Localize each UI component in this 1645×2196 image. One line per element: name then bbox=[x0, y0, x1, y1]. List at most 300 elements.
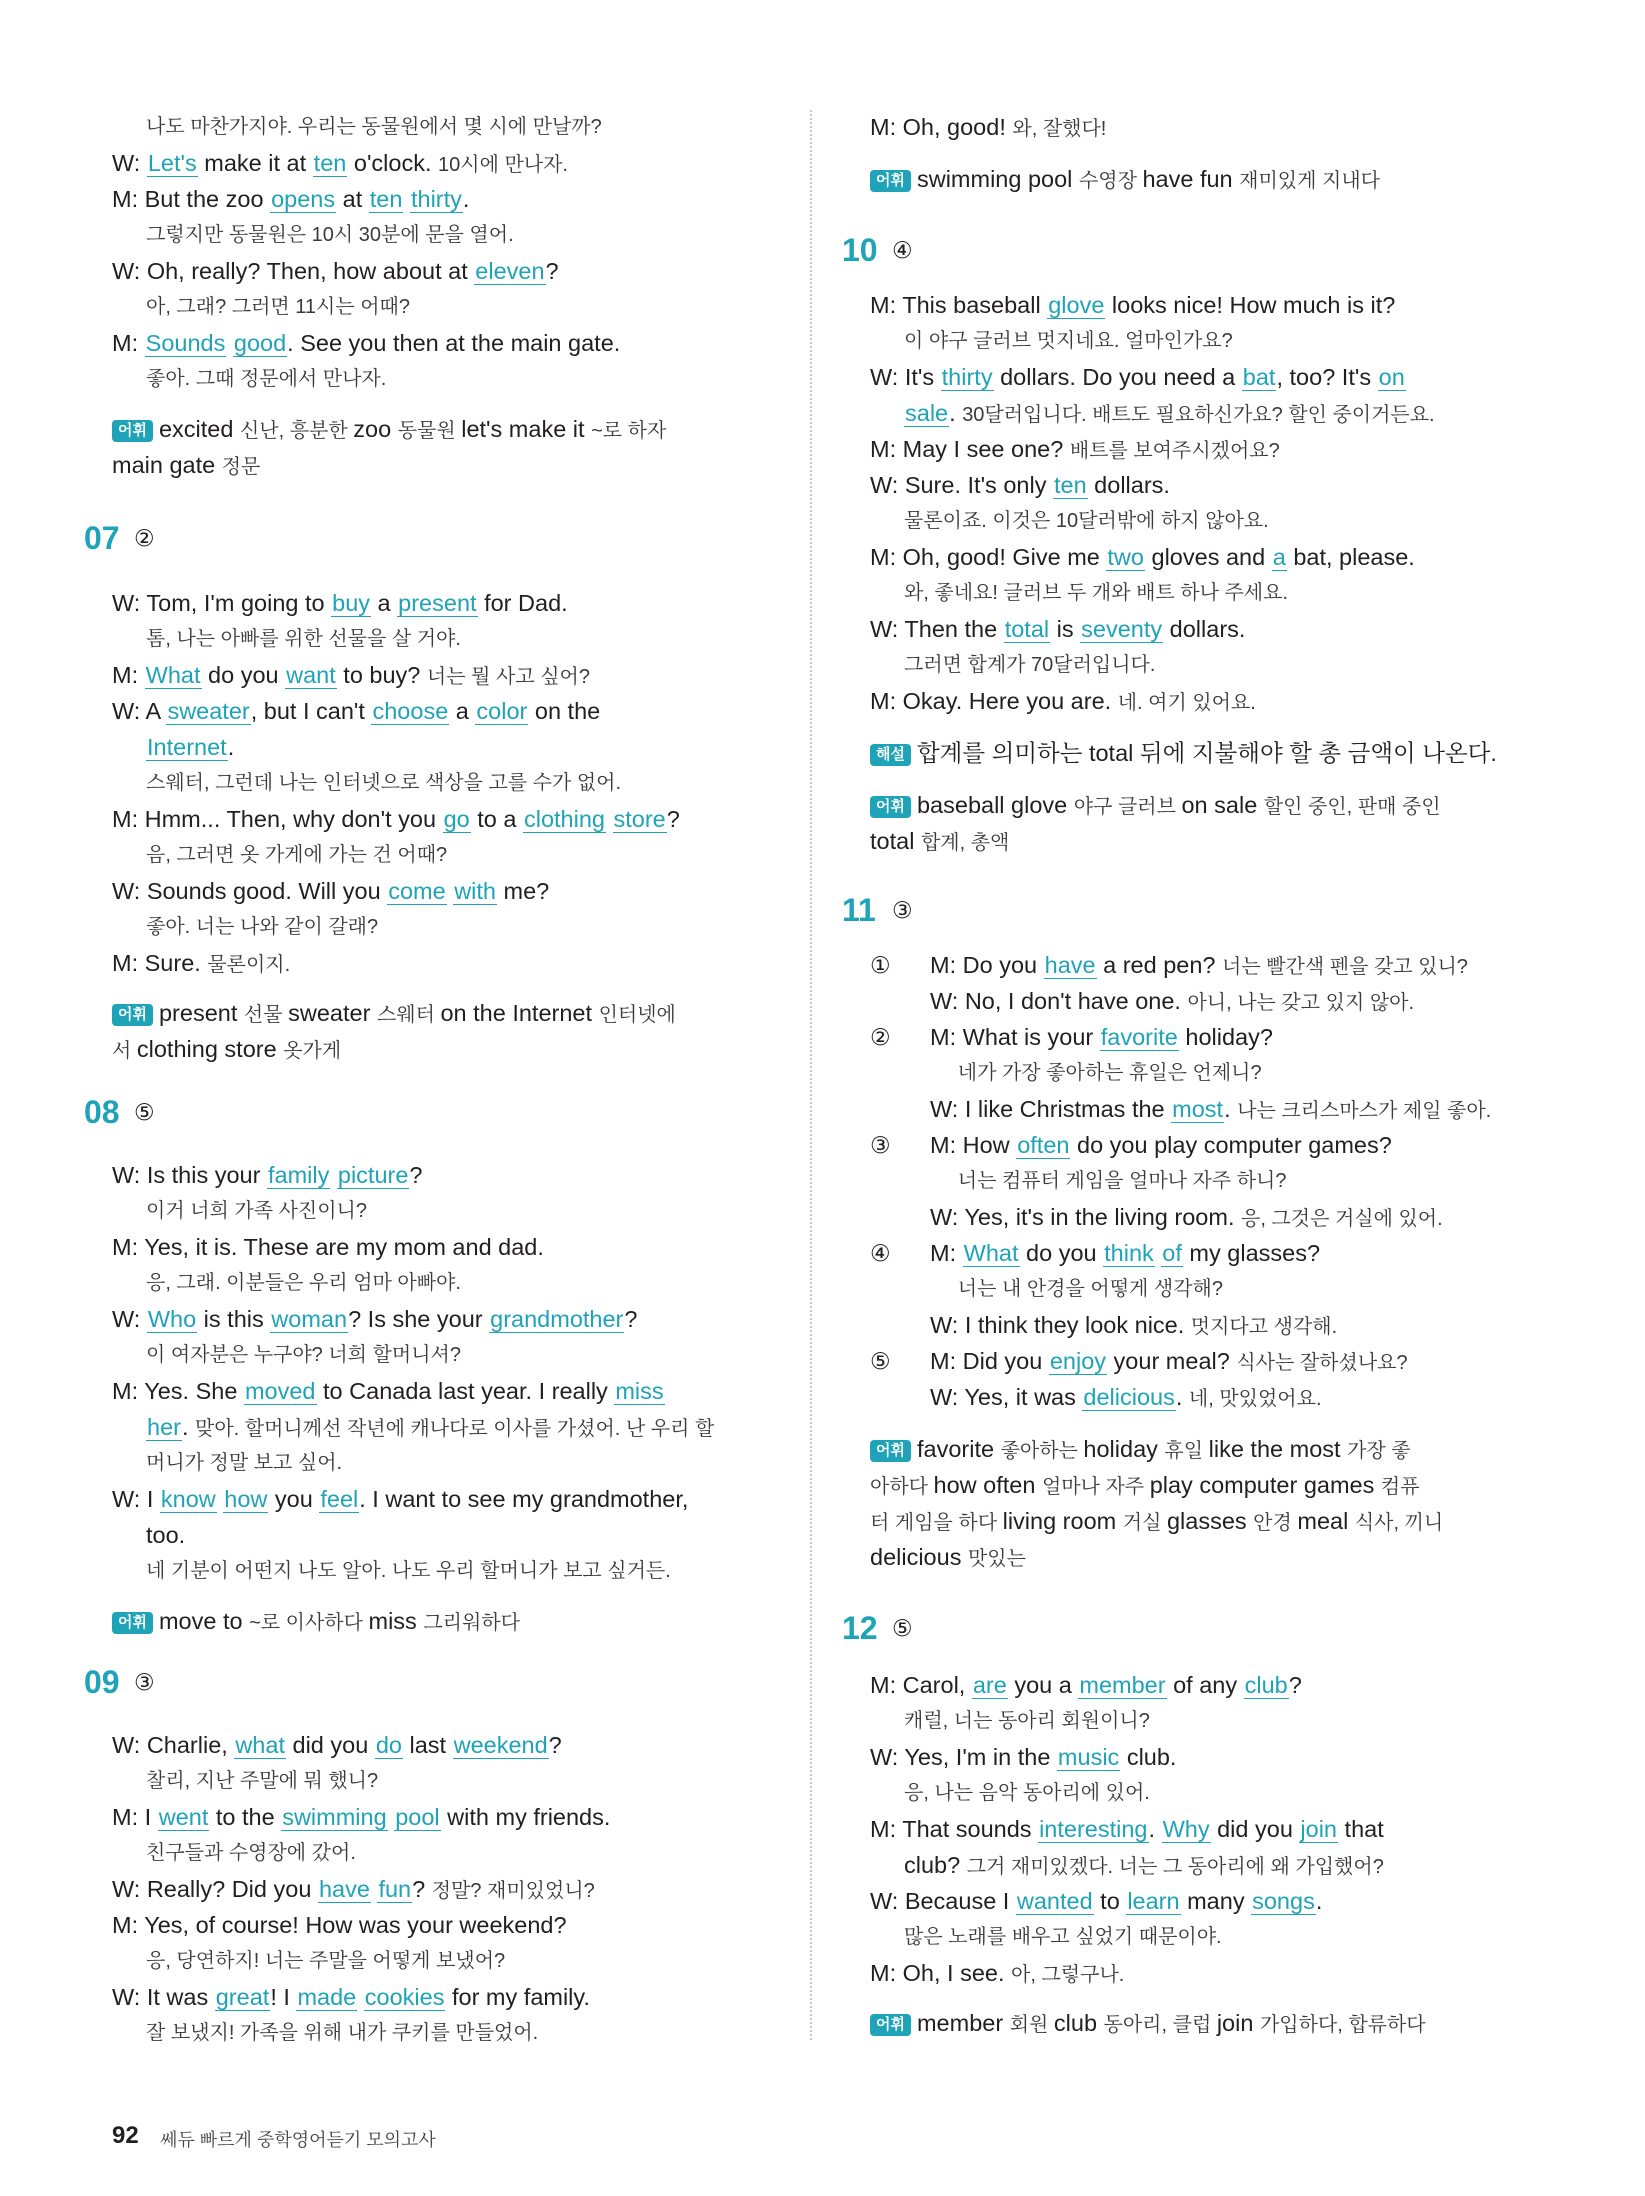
text-segment: excited bbox=[158, 416, 240, 442]
text-segment: miss bbox=[368, 1608, 424, 1634]
text-segment: W: bbox=[112, 1306, 147, 1332]
text-segment: 좋아. 그때 정문에서 만나자. bbox=[146, 368, 387, 390]
text-segment: W: Is this your bbox=[112, 1162, 267, 1188]
text-segment: . I want to see my grandmother, bbox=[359, 1486, 689, 1512]
text-segment: sweater bbox=[288, 1000, 377, 1026]
choice-number: ① bbox=[870, 952, 891, 978]
answer-blank: picture bbox=[337, 1162, 409, 1188]
script-line bbox=[146, 292, 410, 322]
text-segment: 물론이죠. 이것은 10달러밖에 하지 않아요. bbox=[904, 510, 1269, 532]
script-line bbox=[146, 840, 447, 870]
text-segment: 좋아. 너는 나와 같이 갈래? bbox=[146, 916, 379, 938]
text-segment: 휴일 bbox=[1164, 1440, 1209, 1462]
script-line bbox=[146, 220, 514, 250]
vocab-note bbox=[870, 790, 1441, 822]
answer-blank: come bbox=[388, 878, 446, 904]
script-line bbox=[146, 624, 461, 654]
question-number: 09 bbox=[84, 1664, 120, 1700]
text-segment bbox=[330, 1162, 337, 1188]
answer-blank: moved bbox=[244, 1378, 316, 1404]
script-line bbox=[146, 1340, 461, 1370]
text-segment: me? bbox=[496, 878, 550, 904]
text-segment: M: That sounds bbox=[870, 1816, 1039, 1842]
script-line bbox=[112, 804, 680, 834]
text-segment: . bbox=[949, 400, 963, 426]
text-segment bbox=[606, 806, 613, 832]
script-line bbox=[904, 1778, 1150, 1808]
vocab-note bbox=[870, 164, 1380, 196]
text-segment: zoo bbox=[353, 416, 398, 442]
script-line bbox=[146, 1448, 342, 1478]
script-line bbox=[904, 1706, 1150, 1736]
answer-blank: music bbox=[1057, 1744, 1120, 1770]
choice-number: ② bbox=[870, 1024, 891, 1050]
text-segment: W: Really? Did you bbox=[112, 1876, 318, 1902]
question-number: 08 bbox=[84, 1094, 120, 1130]
text-segment: 너는 내 안경을 어떻게 생각해? bbox=[930, 1278, 1223, 1300]
text-segment: W: Sounds good. Will you bbox=[112, 878, 388, 904]
answer-blank: want bbox=[286, 662, 336, 688]
text-segment: 와, 좋네요! 글러브 두 개와 배트 하나 주세요. bbox=[904, 582, 1289, 604]
text-segment: , too? It's bbox=[1276, 364, 1378, 390]
text-segment: 안경 bbox=[1253, 1512, 1298, 1534]
text-segment: ? bbox=[545, 258, 559, 284]
text-segment: dollars. bbox=[1163, 616, 1246, 642]
script-line bbox=[870, 1542, 1026, 1574]
note-tag: 어휘 bbox=[870, 2014, 911, 2036]
answer-blank: sale bbox=[905, 400, 949, 426]
question-number: 11 bbox=[842, 892, 876, 928]
text-segment: on the Internet bbox=[440, 1000, 599, 1026]
text-segment: 그리워하다 bbox=[423, 1612, 520, 1634]
text-segment: glasses bbox=[1166, 1508, 1254, 1534]
text-segment: too. bbox=[146, 1522, 186, 1548]
script-line bbox=[146, 112, 602, 142]
script-line bbox=[930, 1202, 1443, 1234]
text-segment: 너는 빨간색 펜을 갖고 있니? bbox=[1222, 956, 1468, 978]
answer-blank: are bbox=[972, 1672, 1007, 1698]
answer-blank: club bbox=[1244, 1672, 1288, 1698]
text-segment: W: I think they look nice. bbox=[930, 1312, 1191, 1338]
script-line bbox=[112, 1730, 562, 1760]
script-line bbox=[904, 398, 1435, 430]
text-segment: W: I bbox=[112, 1486, 160, 1512]
text-segment: W: No, I don't have one. bbox=[930, 988, 1188, 1014]
text-segment: 응, 그것은 거실에 있어. bbox=[1241, 1208, 1443, 1230]
script-line bbox=[930, 1238, 1320, 1268]
text-segment: M: Did you bbox=[930, 1348, 1049, 1374]
script-line bbox=[930, 986, 1414, 1018]
text-segment: club bbox=[1053, 2010, 1104, 2036]
answer-blank: sweater bbox=[167, 698, 250, 724]
script-line bbox=[112, 148, 568, 180]
text-segment: 옷가게 bbox=[283, 1040, 342, 1062]
text-segment: 응, 그래. 이분들은 우리 엄마 아빠야. bbox=[146, 1272, 461, 1294]
answer-blank: her bbox=[147, 1414, 181, 1440]
text-segment: 나도 마찬가지야. 우리는 동물원에서 몇 시에 만날까? bbox=[146, 116, 602, 138]
answer-blank: ten bbox=[313, 150, 347, 176]
script-line bbox=[870, 362, 1406, 392]
text-segment: M: Sure. bbox=[112, 950, 208, 976]
text-segment: holiday bbox=[1083, 1436, 1165, 1462]
text-segment: W: Yes, it was bbox=[930, 1384, 1083, 1410]
script-line bbox=[870, 1742, 1176, 1772]
text-segment: 인터넷에 bbox=[598, 1004, 676, 1026]
text-segment: M: Hmm... Then, why don't you bbox=[112, 806, 443, 832]
text-segment: present bbox=[158, 1000, 244, 1026]
text-segment: for Dad. bbox=[477, 590, 568, 616]
script-line bbox=[112, 696, 600, 726]
choice-number: ④ bbox=[870, 1240, 891, 1266]
answer-blank: Let's bbox=[147, 150, 197, 176]
answer-blank: clothing bbox=[523, 806, 605, 832]
vocab-note bbox=[870, 738, 1497, 768]
text-segment: 잘 보냈지! 가족을 위해 내가 쿠키를 만들었어. bbox=[146, 2022, 539, 2044]
answer-blank: feel bbox=[320, 1486, 359, 1512]
answer-blank: most bbox=[1172, 1096, 1224, 1122]
text-segment: 식사, 끼니 bbox=[1354, 1512, 1444, 1534]
text-segment: ? bbox=[409, 1162, 423, 1188]
text-segment: delicious bbox=[870, 1544, 968, 1570]
script-line bbox=[146, 364, 386, 394]
script-line bbox=[930, 1166, 1287, 1196]
script-line bbox=[870, 1506, 1443, 1538]
text-segment: 물론이지. bbox=[207, 954, 291, 976]
choice-number: ③ bbox=[870, 1132, 891, 1158]
script-line bbox=[146, 912, 378, 942]
answer-blank: family bbox=[267, 1162, 330, 1188]
text-segment: to buy? bbox=[336, 662, 427, 688]
text-segment: total bbox=[870, 828, 921, 854]
text-segment: my glasses? bbox=[1182, 1240, 1321, 1266]
vocab-note bbox=[112, 1606, 520, 1638]
text-segment: did you bbox=[1210, 1816, 1300, 1842]
text-segment: to the bbox=[209, 1804, 282, 1830]
text-segment: 서 bbox=[112, 1040, 137, 1062]
text-segment: ? Is she your bbox=[348, 1306, 490, 1332]
script-line bbox=[112, 256, 559, 286]
answer-blank: often bbox=[1017, 1132, 1070, 1158]
script-line bbox=[870, 434, 1280, 466]
answer-blank: know bbox=[160, 1486, 216, 1512]
script-line bbox=[870, 290, 1395, 320]
script-line bbox=[930, 1346, 1408, 1378]
text-segment: 정말? 재미있었니? bbox=[431, 1880, 595, 1902]
text-segment: many bbox=[1180, 1888, 1252, 1914]
text-segment: let's make it bbox=[461, 416, 592, 442]
script-line bbox=[112, 948, 290, 980]
text-segment: 동물원 bbox=[397, 420, 462, 442]
answer-blank: total bbox=[1004, 616, 1050, 642]
text-segment: is this bbox=[197, 1306, 271, 1332]
script-line bbox=[930, 1310, 1337, 1342]
text-segment: 그거 재미있겠다. 너는 그 동아리에 왜 가입했어? bbox=[966, 1856, 1384, 1878]
answer-blank: think bbox=[1104, 1240, 1154, 1266]
text-segment: 거실 bbox=[1122, 1512, 1167, 1534]
script-line bbox=[146, 1946, 505, 1976]
text-segment: with my friends. bbox=[440, 1804, 611, 1830]
text-segment: 가입하다, 합류하다 bbox=[1259, 2014, 1426, 2036]
text-segment: 가장 좋 bbox=[1347, 1440, 1411, 1462]
text-segment: . bbox=[181, 1414, 196, 1440]
script-line bbox=[930, 1130, 1392, 1160]
answer-blank: Sounds bbox=[145, 330, 226, 356]
answer-blank: swimming bbox=[282, 1804, 387, 1830]
note-tag: 어휘 bbox=[112, 1004, 153, 1026]
text-segment: do you bbox=[201, 662, 286, 688]
text-segment: last bbox=[402, 1732, 453, 1758]
answer-blank: opens bbox=[271, 186, 336, 212]
script-line bbox=[112, 1160, 423, 1190]
text-segment: W: I like Christmas the bbox=[930, 1096, 1172, 1122]
script-line bbox=[112, 328, 620, 358]
text-segment: did you bbox=[285, 1732, 375, 1758]
script-line bbox=[112, 660, 590, 692]
text-segment: living room bbox=[1002, 1508, 1123, 1534]
script-line bbox=[870, 1886, 1322, 1916]
script-line bbox=[870, 1958, 1124, 1990]
script-line bbox=[112, 1232, 544, 1262]
text-segment bbox=[403, 186, 410, 212]
text-segment: looks nice! How much is it? bbox=[1105, 292, 1396, 318]
text-segment: W: bbox=[112, 150, 147, 176]
text-segment: M: I bbox=[112, 1804, 158, 1830]
text-segment: . bbox=[1315, 1888, 1323, 1914]
text-segment: M: Oh, I see. bbox=[870, 1960, 1012, 1986]
text-segment: baseball glove bbox=[916, 792, 1074, 818]
text-segment: 10시에 만나자. bbox=[438, 154, 568, 176]
script-line bbox=[146, 1196, 367, 1226]
text-segment: 음, 그러면 옷 가게에 가는 건 어때? bbox=[146, 844, 448, 866]
text-segment: 네 기분이 어떤지 나도 알아. 나도 우리 할머니가 보고 싶거든. bbox=[146, 1560, 671, 1582]
script-line bbox=[112, 1484, 688, 1514]
text-segment: 맞아. 할머니께선 작년에 캐나다로 이사를 가셨어. 난 우리 할 bbox=[195, 1418, 715, 1440]
text-segment: M: May I see one? bbox=[870, 436, 1070, 462]
answer-blank: do bbox=[375, 1732, 402, 1758]
text-segment: do you bbox=[1019, 1240, 1104, 1266]
note-tag: 어휘 bbox=[870, 170, 911, 192]
script-line bbox=[930, 950, 1468, 982]
text-segment: total bbox=[1088, 740, 1134, 766]
answer-blank: store bbox=[613, 806, 666, 832]
page-number: 92 bbox=[112, 2122, 139, 2149]
text-segment: 합계를 의미하는 bbox=[916, 740, 1089, 766]
script-line bbox=[146, 1268, 461, 1298]
text-segment: M: But the zoo bbox=[112, 186, 271, 212]
answer-blank: enjoy bbox=[1049, 1348, 1107, 1374]
text-segment: W: Charlie, bbox=[112, 1732, 235, 1758]
answer-blank: color bbox=[476, 698, 528, 724]
question-number: 12 bbox=[842, 1610, 878, 1646]
answer-blank: Why bbox=[1162, 1816, 1210, 1842]
text-segment: 너는 뭘 사고 싶어? bbox=[426, 666, 590, 688]
note-tag: 어휘 bbox=[112, 1612, 153, 1634]
script-line bbox=[904, 326, 1233, 356]
script-line bbox=[146, 1412, 714, 1444]
text-segment: . bbox=[1224, 1096, 1238, 1122]
text-segment: like the most bbox=[1208, 1436, 1348, 1462]
text-segment: meal bbox=[1297, 1508, 1355, 1534]
text-segment: 머니가 정말 보고 싶어. bbox=[146, 1452, 343, 1474]
text-segment: on sale bbox=[1181, 792, 1264, 818]
script-line bbox=[112, 1034, 341, 1066]
text-segment: dollars. Do you need a bbox=[993, 364, 1242, 390]
text-segment: a bbox=[371, 590, 398, 616]
script-line bbox=[930, 1274, 1223, 1304]
text-segment: ! I bbox=[270, 1984, 297, 2010]
text-segment: M: Yes. She bbox=[112, 1378, 244, 1404]
text-segment bbox=[357, 1984, 364, 2010]
script-line bbox=[112, 1802, 610, 1832]
text-segment: M: Yes, it is. These are my mom and dad. bbox=[112, 1234, 544, 1260]
text-segment: you bbox=[268, 1486, 320, 1512]
book-title: 쎄듀 빠르게 중학영어듣기 모의고사 bbox=[160, 2130, 436, 2150]
text-segment: 배트를 보여주시겠어요? bbox=[1069, 440, 1280, 462]
vocab-note bbox=[870, 2008, 1426, 2040]
text-segment: 이 야구 글러브 멋지네요. 얼마인가요? bbox=[904, 330, 1233, 352]
text-segment bbox=[226, 330, 233, 356]
text-segment: 선물 bbox=[243, 1004, 289, 1026]
script-line bbox=[870, 826, 1009, 858]
text-segment: to Canada last year. I really bbox=[316, 1378, 615, 1404]
script-line bbox=[146, 768, 621, 798]
answer-mark: ③ bbox=[134, 1669, 155, 1695]
answer-blank: made bbox=[297, 1984, 357, 2010]
text-segment: 아, 그래? 그러면 11시는 어때? bbox=[146, 296, 410, 318]
script-line bbox=[930, 1022, 1273, 1052]
text-segment: 네가 가장 좋아하는 휴일은 언제니? bbox=[930, 1062, 1262, 1084]
answer-blank: Internet bbox=[147, 734, 227, 760]
answer-mark: ⑤ bbox=[134, 1099, 155, 1125]
text-segment: 수영장 bbox=[1078, 170, 1143, 192]
answer-blank: interesting bbox=[1039, 1816, 1148, 1842]
script-line bbox=[146, 2018, 538, 2048]
answer-blank: seventy bbox=[1081, 616, 1163, 642]
script-line bbox=[904, 650, 1155, 680]
answer-blank: member bbox=[1079, 1672, 1166, 1698]
text-segment: M: This baseball bbox=[870, 292, 1048, 318]
text-segment: 이 여자분은 누구야? 너희 할머니셔? bbox=[146, 1344, 461, 1366]
text-segment: 터 게임을 하다 bbox=[870, 1512, 1003, 1534]
answer-blank: how bbox=[224, 1486, 268, 1512]
answer-blank: a bbox=[1272, 544, 1286, 570]
text-segment: 톰, 나는 아빠를 위한 선물을 살 거야. bbox=[146, 628, 461, 650]
script-line bbox=[112, 1874, 595, 1906]
text-segment: M: What is your bbox=[930, 1024, 1100, 1050]
note-tag: 어휘 bbox=[870, 796, 911, 818]
text-segment: how often bbox=[933, 1472, 1042, 1498]
text-segment: M: Oh, good! Give me bbox=[870, 544, 1107, 570]
script-line bbox=[146, 1556, 671, 1586]
text-segment: is bbox=[1050, 616, 1081, 642]
text-segment: bat, please. bbox=[1286, 544, 1415, 570]
answer-blank: songs bbox=[1252, 1888, 1315, 1914]
script-line bbox=[870, 542, 1415, 572]
script-line bbox=[904, 578, 1288, 608]
answer-blank: bat bbox=[1242, 364, 1276, 390]
answer-blank: pool bbox=[395, 1804, 440, 1830]
answer-blank: learn bbox=[1127, 1888, 1180, 1914]
text-segment: W: It's bbox=[870, 364, 941, 390]
answer-blank: went bbox=[158, 1804, 209, 1830]
text-segment: M: bbox=[930, 1240, 963, 1266]
text-segment: W: A bbox=[112, 698, 167, 724]
script-line bbox=[904, 1850, 1384, 1882]
note-tag: 어휘 bbox=[870, 1440, 911, 1462]
answer-blank: wanted bbox=[1016, 1888, 1093, 1914]
text-segment: 그렇지만 동물원은 10시 30분에 문을 열어. bbox=[146, 224, 514, 246]
text-segment: 그러면 합계가 70달러입니다. bbox=[904, 654, 1156, 676]
script-line bbox=[112, 450, 260, 482]
text-segment: M: Carol, bbox=[870, 1672, 972, 1698]
text-segment: . bbox=[227, 734, 235, 760]
text-segment: 재미있게 지내다 bbox=[1239, 170, 1380, 192]
text-segment: W: Yes, I'm in the bbox=[870, 1744, 1057, 1770]
text-segment: holiday? bbox=[1178, 1024, 1273, 1050]
text-segment: 아하다 bbox=[870, 1476, 934, 1498]
text-segment: 이거 너희 가족 사진이니? bbox=[146, 1200, 367, 1222]
text-segment: . bbox=[462, 186, 470, 212]
text-segment: move to bbox=[158, 1608, 250, 1634]
script-line bbox=[112, 588, 568, 618]
text-segment: main gate bbox=[112, 452, 222, 478]
text-segment: 회원 bbox=[1009, 2014, 1054, 2036]
script-line bbox=[112, 1376, 665, 1406]
text-segment: ? bbox=[624, 1306, 638, 1332]
text-segment: at bbox=[336, 186, 369, 212]
answer-mark: ③ bbox=[892, 897, 913, 923]
text-segment: W: Oh, really? Then, how about at bbox=[112, 258, 475, 284]
script-line bbox=[870, 614, 1245, 644]
script-line bbox=[146, 732, 234, 762]
answer-blank: favorite bbox=[1100, 1024, 1178, 1050]
text-segment: join bbox=[1216, 2010, 1260, 2036]
text-segment: 와, 잘했다! bbox=[1012, 118, 1107, 140]
script-line bbox=[112, 876, 549, 906]
script-line bbox=[146, 1520, 185, 1550]
text-segment: ? bbox=[412, 1876, 432, 1902]
answer-blank: fun bbox=[378, 1876, 412, 1902]
text-segment: M: Yes, of course! How was your weekend? bbox=[112, 1912, 567, 1938]
answer-blank: on bbox=[1378, 364, 1405, 390]
answer-blank: woman bbox=[271, 1306, 348, 1332]
answer-blank: of bbox=[1162, 1240, 1182, 1266]
text-segment: 나는 크리스마스가 제일 좋아. bbox=[1237, 1100, 1492, 1122]
text-segment: 멋지다고 생각해. bbox=[1190, 1316, 1338, 1338]
answer-blank: what bbox=[235, 1732, 285, 1758]
answer-mark: ② bbox=[134, 525, 155, 551]
text-segment: to a bbox=[470, 806, 523, 832]
text-segment: M: Oh, good! bbox=[870, 114, 1013, 140]
script-line bbox=[870, 112, 1106, 144]
text-segment: favorite bbox=[916, 1436, 1001, 1462]
text-segment: ~로 하자 bbox=[591, 420, 667, 442]
text-segment: 컴퓨 bbox=[1380, 1476, 1420, 1498]
text-segment: 응, 나는 음악 동아리에 있어. bbox=[904, 1782, 1150, 1804]
text-segment: 뒤에 지불해야 할 총 금액이 나온다. bbox=[1133, 740, 1497, 766]
text-segment: swimming pool bbox=[916, 166, 1079, 192]
question-number: 07 bbox=[84, 520, 120, 556]
text-segment: ? bbox=[666, 806, 680, 832]
script-line bbox=[904, 1922, 1222, 1952]
text-segment: 맛있는 bbox=[967, 1548, 1026, 1570]
text-segment: club? bbox=[904, 1852, 967, 1878]
answer-blank: good bbox=[233, 330, 287, 356]
text-segment: 합계, 총액 bbox=[920, 832, 1010, 854]
text-segment: member bbox=[916, 2010, 1010, 2036]
script-line bbox=[112, 1910, 567, 1940]
script-line bbox=[870, 1470, 1420, 1502]
